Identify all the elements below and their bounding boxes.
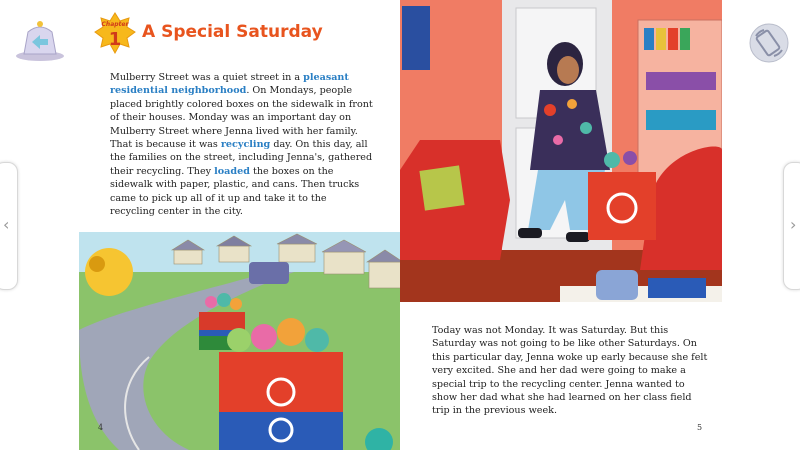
car <box>249 262 289 284</box>
rotate-screen-button[interactable] <box>748 22 790 64</box>
vocab-word[interactable]: recycling <box>220 139 271 151</box>
paragraph-text: Mulberry Street was a quiet street in a <box>110 72 304 83</box>
paragraph-text: day. On this day, all the families on the street, including Jenna's, gathered their recycling. They <box>110 139 373 177</box>
chapter-title: A Special Saturday <box>142 22 323 42</box>
chapter-badge <box>94 12 136 54</box>
next-page-button[interactable] <box>783 162 800 290</box>
living-room-illustration <box>400 0 722 302</box>
chapter-word: Chapter <box>101 21 129 28</box>
vocab-word[interactable]: loaded <box>214 165 250 177</box>
paragraph-text: the boxes on the sidewalk with paper, plastic, and cans. Then trucks came to pick up all of it up and take it to the recycling center in the city. <box>110 165 360 218</box>
left-page-number: 4 <box>98 423 104 432</box>
prev-page-button[interactable] <box>0 162 18 290</box>
chevron-left-icon: ‹ <box>3 215 10 234</box>
home-button[interactable] <box>14 18 66 62</box>
chapter-number: 1 <box>108 29 122 50</box>
right-page-number: 5 <box>697 423 703 432</box>
mug <box>596 270 638 300</box>
right-paragraph: Today was not Monday. It was Saturday. But this Saturday was not going to be like other Saturdays. On this particular day, Jenna woke up early because she felt very excited. She and her dad were going to make a special trip to the recycling center. Jenna wanted to show her dad what she had learned on her class field trip in the previous week. <box>432 325 708 417</box>
neighborhood-illustration <box>79 232 400 450</box>
wall-painting <box>402 6 430 70</box>
recycling-bin-large <box>219 318 343 450</box>
left-paragraph <box>110 71 374 218</box>
vocab-word[interactable]: pleasant residential neighborhood <box>110 72 349 97</box>
paragraph-text: . On Mondays, people placed brightly colored boxes on the sidewalk in front of their houses. Monday was an important day on Mulberry Street where Jenna lived with her family. That is because it was <box>110 85 373 151</box>
chevron-right-icon: › <box>790 215 797 234</box>
